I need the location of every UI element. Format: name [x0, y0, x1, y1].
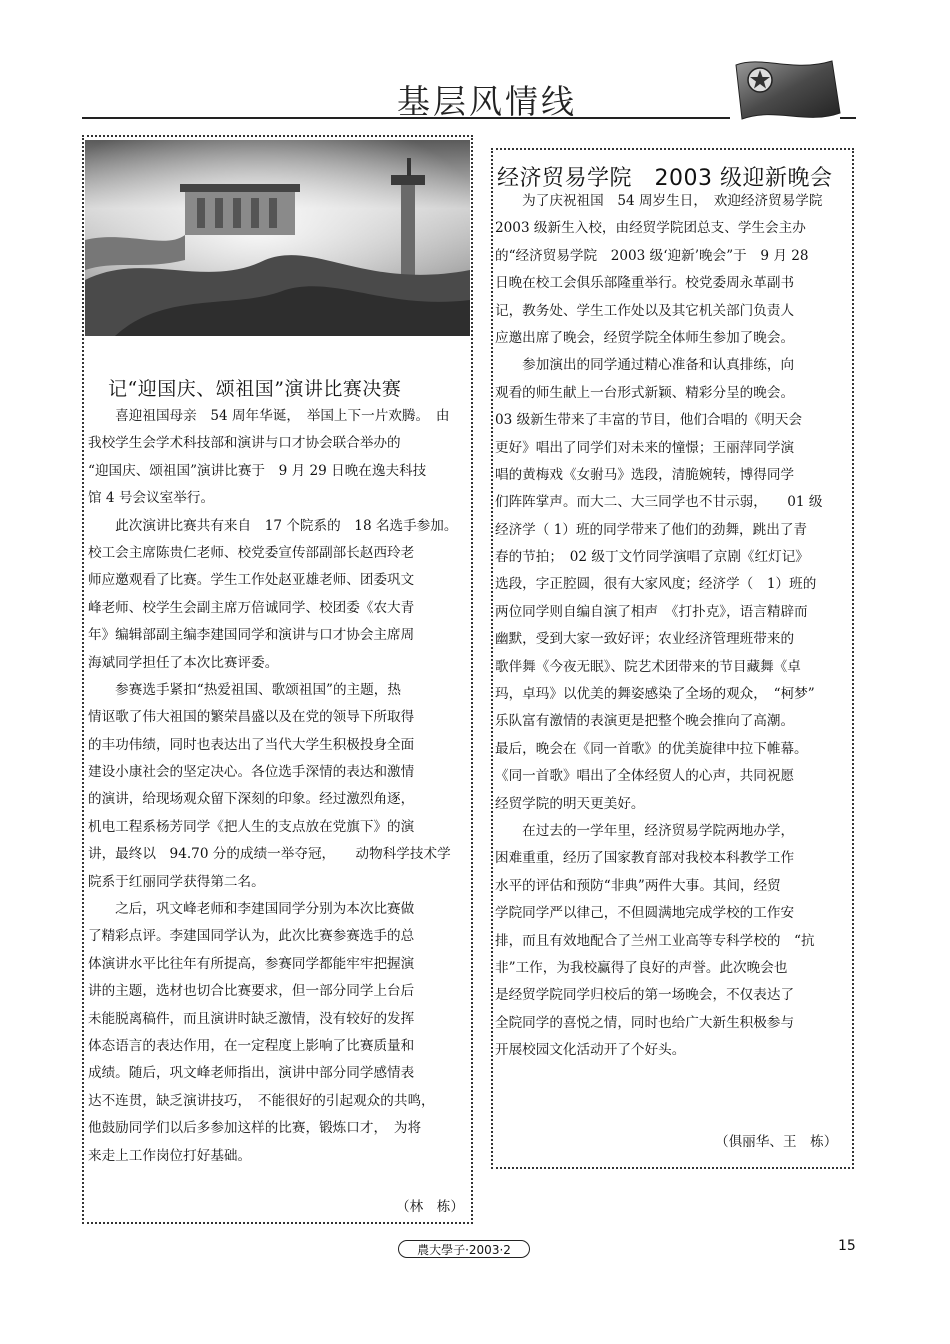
text-line: 观看的师生献上一台形式新颖、精彩分呈的晚会。 — [495, 384, 795, 401]
text-line: 峰老师、校学生会副主席万倍诚同学、校团委《农大青 — [88, 599, 415, 616]
text-line: 乐队富有激情的表演更是把整个晚会推向了高潮。 — [495, 713, 795, 730]
text-line: 记，教务处、学生工作处以及其它机关部门负责人 — [495, 302, 795, 319]
text-line: 情讴歌了伟大祖国的繁荣昌盛以及在党的领导下所取得 — [88, 709, 415, 726]
text-line: 之后，巩文峰老师和李建国同学分别为本次比赛做 — [88, 901, 415, 918]
text-line: 开展校园文化活动开了个好头。 — [495, 1042, 686, 1059]
header-rule — [82, 117, 730, 119]
text-line: 应邀出席了晚会，经贸学院全体师生参加了晚会。 — [495, 329, 795, 346]
text-line: 喜迎祖国母亲 54 周年华诞， 举国上下一片欢腾。 由 — [88, 408, 450, 424]
text-line: 参加演出的同学通过精心准备和认真排练，向 — [495, 357, 795, 374]
text-line: 2003 级新生入校，由经贸学院团总支、学生会主办 — [495, 220, 806, 237]
text-line: 幽默，受到大家一致好评；农业经济管理班带来的 — [495, 631, 795, 648]
text-line: 经济学（ 1）班的同学带来了他们的劲舞，跳出了青 — [495, 521, 808, 538]
text-line: 唱的黄梅戏《女驸马》选段，清脆婉转，博得同学 — [495, 466, 795, 483]
text-line: 全院同学的喜悦之情，同时也给广大新生积极参与 — [495, 1014, 795, 1031]
text-line: 年》编辑部副主编李建国同学和演讲与口才协会主席周 — [88, 627, 415, 644]
text-line: 的“经济贸易学院 2003 级‘迎新’晚会”于 9 月 28 — [495, 247, 809, 264]
right-article-title: 经济贸易学院 2003 级迎新晚会 — [497, 166, 833, 191]
text-line: 们阵阵掌声。而大二、大三同学也不甘示弱， 01 级 — [495, 494, 823, 511]
left-article-title: 记“迎国庆、颂祖国”演讲比赛决赛 — [108, 378, 402, 400]
text-line: 来走上工作岗位打好基础。 — [88, 1147, 252, 1164]
text-line: 的演讲，给现场观众留下深刻的印象。经过激烈角逐， — [88, 791, 415, 808]
magazine-badge: 農大學子·2003·2 — [398, 1240, 530, 1258]
text-line: 我校学生会学术科技部和演讲与口才协会联合举办的 — [88, 435, 401, 452]
text-line: 《同一首歌》唱出了全体经贸人的心声，共同祝愿 — [495, 768, 795, 785]
youth-league-flag-icon — [732, 55, 844, 125]
text-line: 讲的主题，选材也切合比赛要求，但一部分同学上台后 — [88, 983, 415, 1000]
text-line: 机电工程系杨芳同学《把人生的支点放在党旗下》的演 — [88, 818, 415, 835]
text-line: 体演讲水平比往年有所提高，参赛同学都能牢牢把握演 — [88, 955, 415, 972]
text-line: 玛，卓玛》以优美的舞姿感染了全场的观众， “柯梦” — [495, 686, 815, 703]
text-line: 此次演讲比赛共有来自 17 个院系的 18 名选手参加。 — [88, 517, 458, 534]
left-article-byline: （林 栋） — [396, 1199, 464, 1215]
text-line: 是经贸学院同学归校后的第一场晚会，不仅表达了 — [495, 987, 795, 1004]
text-line: 歌伴舞《今夜无眠》、院艺术团带来的节目藏舞《卓 — [495, 658, 801, 675]
text-line: 困难重重，经历了国家教育部对我校本科教学工作 — [495, 850, 795, 867]
page-number: 15 — [838, 1238, 856, 1254]
text-line: 学院同学严以律己，不但圆满地完成学校的工作安 — [495, 905, 795, 922]
text-line: “迎国庆、颂祖国”演讲比赛于 9 月 29 日晚在逸夫科技 — [88, 462, 427, 479]
right-article-body — [495, 188, 822, 1065]
text-line: 更好》唱出了同学们对未来的憧憬；王丽萍同学演 — [495, 439, 795, 456]
text-line: 校工会主席陈贵仁老师、校党委宣传部副部长赵西玲老 — [88, 544, 415, 561]
text-line: 体态语言的表达作用，在一定程度上影响了比赛质量和 — [88, 1037, 415, 1054]
text-line: 成绩。随后，巩文峰老师指出，演讲中部分同学感情表 — [88, 1065, 415, 1082]
text-line: 建设小康社会的坚定决心。各位选手深情的表达和激情 — [88, 764, 415, 781]
right-article-byline: （俱丽华、王 栋） — [715, 1134, 838, 1150]
text-line: 参赛选手紧扣“热爱祖国、歌颂祖国”的主题，热 — [88, 681, 401, 698]
text-line: 经贸学院的明天更美好。 — [495, 795, 645, 812]
text-line: 春的节拍； 02 级丁文竹同学演唱了京剧《红灯记》 — [495, 549, 809, 566]
text-line: 最后，晚会在《同一首歌》的优美旋律中拉下帷幕。 — [495, 740, 808, 757]
celebration-photo — [85, 140, 470, 336]
text-line: 院系于红丽同学获得第二名。 — [88, 873, 265, 890]
section-title: 基层风情线 — [397, 82, 577, 121]
text-line: 师应邀观看了比赛。学生工作处赵亚雄老师、团委巩文 — [88, 572, 415, 589]
text-line: 未能脱离稿件，而且演讲时缺乏激情，没有较好的发挥 — [88, 1010, 415, 1027]
text-line: 日晚在校工会俱乐部隆重举行。校党委周永革副书 — [495, 275, 795, 292]
text-line: 非”工作，为我校赢得了良好的声誉。此次晚会也 — [495, 959, 788, 976]
text-line: 排，而且有效地配合了兰州工业高等专科学校的 “抗 — [495, 932, 815, 949]
text-line: 馆 4 号会议室举行。 — [88, 490, 215, 507]
text-line: 为了庆祝祖国 54 周岁生日， 欢迎经济贸易学院 — [495, 193, 823, 209]
text-line: 达不连贯，缺乏演讲技巧， 不能很好的引起观众的共鸣， — [88, 1092, 435, 1109]
text-line: 海斌同学担任了本次比赛评委。 — [88, 654, 279, 671]
text-line: 的丰功伟绩，同时也表达出了当代大学生积极投身全面 — [88, 736, 415, 753]
text-line: 了精彩点评。李建国同学认为，此次比赛参赛选手的总 — [88, 928, 415, 945]
text-line: 03 级新生带来了丰富的节目，他们合唱的《明天会 — [495, 412, 803, 429]
left-article-body — [88, 403, 458, 1170]
text-line: 讲，最终以 94.70 分的成绩一举夺冠， 动物科学技术学 — [88, 846, 451, 863]
text-line: 在过去的一学年里，经济贸易学院两地办学， — [495, 822, 795, 839]
text-line: 水平的评估和预防“非典”两件大事。其间，经贸 — [495, 877, 781, 894]
text-line: 他鼓励同学们以后多参加这样的比赛，锻炼口才， 为将 — [88, 1120, 422, 1137]
text-line: 选段，字正腔圆，很有大家风度；经济学（ 1）班的 — [495, 576, 817, 593]
text-line: 两位同学则自编自演了相声 《打扑克》，语言精辟而 — [495, 603, 808, 620]
